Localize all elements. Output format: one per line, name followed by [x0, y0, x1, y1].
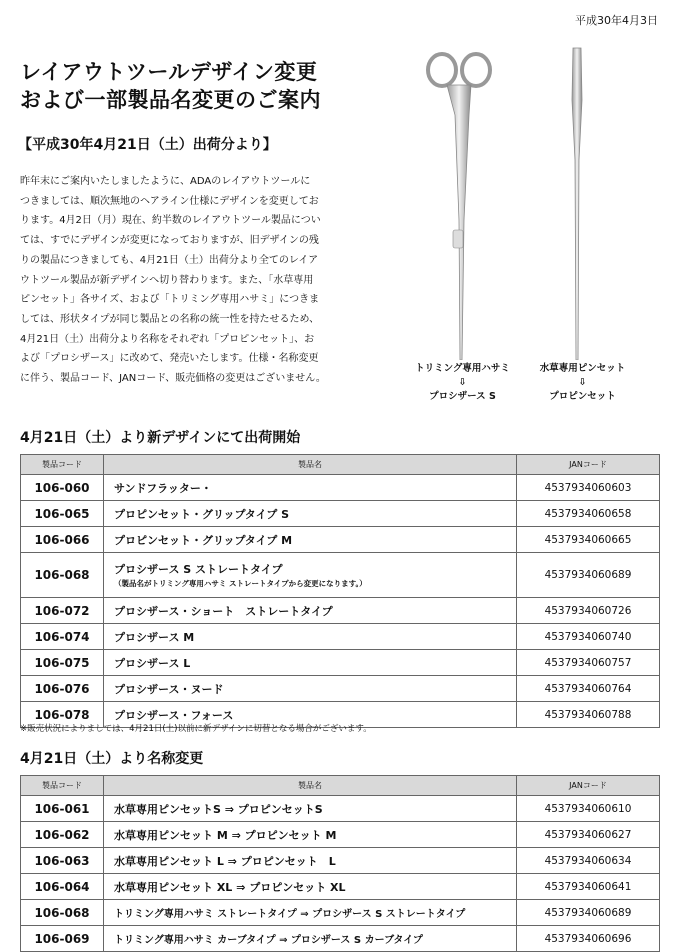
header-name: 製品名	[104, 455, 517, 475]
caption-scissors	[405, 362, 520, 404]
product-name: プロシザース・ヌード	[104, 676, 517, 702]
table-row	[21, 527, 660, 553]
product-code: 106-066	[21, 527, 104, 553]
table-row	[21, 475, 660, 501]
jan-code: 4537934060641	[517, 874, 660, 900]
product-code: 106-060	[21, 475, 104, 501]
issue-date: 平成30年4月3日	[575, 14, 658, 27]
jan-code: 4537934060757	[517, 650, 660, 676]
table-header-row	[21, 455, 660, 475]
section-1-title: 4月21日（土）より新デザインにて出荷開始	[20, 430, 301, 446]
jan-code: 4537934060696	[517, 926, 660, 952]
product-code: 106-075	[21, 650, 104, 676]
header-jan: JANコード	[517, 776, 660, 796]
intro-line: ウトツール製品が新デザインへ切り替わります。また、「水草専用	[20, 274, 314, 286]
product-code: 106-072	[21, 598, 104, 624]
caption-tweezers-from: 水草専用ピンセット	[539, 363, 626, 374]
caption-scissors-to: プロシザース S	[429, 391, 496, 402]
product-code: 106-078	[21, 702, 104, 728]
tweezers-illustration	[395, 40, 665, 360]
subtitle: 【平成30年4月21日（土）出荷分より】	[18, 137, 277, 153]
title-line-2: および一部製品名変更のご案内	[20, 88, 321, 112]
footnote: ※販売状況によりましては、4月21日(土)以前に新デザインに切替となる場合がございます。	[20, 724, 372, 734]
product-name: 水草専用ピンセット L ⇒ プロピンセット L	[104, 848, 517, 874]
caption-tweezers	[525, 362, 640, 404]
jan-code: 4537934060740	[517, 624, 660, 650]
table-row	[21, 822, 660, 848]
section-2-title: 4月21日（土）より名称変更	[20, 751, 204, 767]
table-row	[21, 650, 660, 676]
table-row	[21, 624, 660, 650]
caption-scissors-from: トリミング専用ハサミ	[415, 363, 510, 374]
product-code: 106-068	[21, 553, 104, 598]
product-name-cell	[104, 553, 517, 598]
product-name: プロシザース・ショート ストレートタイプ	[104, 598, 517, 624]
table-row	[21, 900, 660, 926]
product-code: 106-069	[21, 926, 104, 952]
product-name-note: （製品名がトリミング専用ハサミ ストレートタイプから変更になります。）	[114, 579, 367, 588]
table-row	[21, 926, 660, 952]
header-code: 製品コード	[21, 776, 104, 796]
intro-line: ては、すでにデザインが変更になっておりますが、旧デザインの残	[20, 235, 319, 247]
caption-tweezers-to: プロピンセット	[549, 391, 616, 402]
jan-code: 4537934060788	[517, 702, 660, 728]
table-row	[21, 676, 660, 702]
product-name: プロシザース M	[104, 624, 517, 650]
intro-line: に伴う、製品コード、JANコード、販売価格の変更はございません。	[20, 373, 326, 385]
down-arrow-icon: ⇩	[458, 377, 467, 388]
product-code: 106-068	[21, 900, 104, 926]
product-name: プロシザース・フォース	[104, 702, 517, 728]
product-code: 106-063	[21, 848, 104, 874]
intro-line: ります。4月2日（月）現在、約半数のレイアウトツール製品につい	[20, 215, 321, 227]
intro-line: 昨年末にご案内いたしましたように、ADAのレイアウトツールに	[20, 176, 311, 187]
intro-line: つきましては、順次無地のヘアライン仕様にデザインを変更してお	[20, 195, 319, 207]
product-code: 106-074	[21, 624, 104, 650]
header-jan: JANコード	[517, 455, 660, 475]
product-name: プロシザース L	[104, 650, 517, 676]
jan-code: 4537934060634	[517, 848, 660, 874]
jan-code: 4537934060726	[517, 598, 660, 624]
product-name: トリミング専用ハサミ ストレートタイプ ⇒ プロシザース S ストレートタイプ	[104, 900, 517, 926]
product-name: プロピンセット・グリップタイプ S	[104, 501, 517, 527]
intro-paragraph	[20, 172, 378, 389]
intro-line: しては、形状タイプが同じ製品との名称の統一性を持たせるため、	[20, 313, 320, 325]
jan-code: 4537934060610	[517, 796, 660, 822]
table-row	[21, 796, 660, 822]
product-code: 106-062	[21, 822, 104, 848]
product-illustrations	[395, 40, 665, 410]
title-line-1: レイアウトツールデザイン変更	[20, 60, 318, 84]
jan-code: 4537934060658	[517, 501, 660, 527]
jan-code: 4537934060689	[517, 553, 660, 598]
product-name: 水草専用ピンセット XL ⇒ プロピンセット XL	[104, 874, 517, 900]
header-name: 製品名	[104, 776, 517, 796]
product-name: サンドフラッター・	[104, 475, 517, 501]
table-row	[21, 553, 660, 598]
product-code: 106-061	[21, 796, 104, 822]
header-code: 製品コード	[21, 455, 104, 475]
down-arrow-icon: ⇩	[578, 377, 587, 388]
product-code: 106-065	[21, 501, 104, 527]
table-row	[21, 598, 660, 624]
intro-line: ピンセット」各サイズ、および「トリミング専用ハサミ」につきま	[20, 294, 320, 306]
intro-line: 4月21日（土）出荷分より名称をそれぞれ「プロピンセット」、お	[20, 333, 315, 345]
product-name: 水草専用ピンセット M ⇒ プロピンセット M	[104, 822, 517, 848]
product-name: 水草専用ピンセットS ⇒ プロピンセットS	[104, 796, 517, 822]
jan-code: 4537934060764	[517, 676, 660, 702]
product-code: 106-076	[21, 676, 104, 702]
table-row	[21, 848, 660, 874]
product-name: プロシザース S ストレートタイプ	[114, 563, 283, 576]
intro-line: りの製品につきましても、4月21日（土）出荷分より全てのレイア	[20, 254, 319, 266]
jan-code: 4537934060627	[517, 822, 660, 848]
new-design-table	[20, 454, 660, 728]
page-title	[20, 58, 321, 114]
table-row	[21, 501, 660, 527]
jan-code: 4537934060689	[517, 900, 660, 926]
jan-code: 4537934060665	[517, 527, 660, 553]
name-change-table	[20, 775, 660, 952]
product-name: プロピンセット・グリップタイプ M	[104, 527, 517, 553]
product-code: 106-064	[21, 874, 104, 900]
jan-code: 4537934060603	[517, 475, 660, 501]
table-header-row	[21, 776, 660, 796]
table-row	[21, 874, 660, 900]
intro-line: よび「プロシザース」に改めて、発売いたします。仕様・名称変更	[20, 353, 319, 365]
product-name: トリミング専用ハサミ カーブタイプ ⇒ プロシザース S カーブタイプ	[104, 926, 517, 952]
